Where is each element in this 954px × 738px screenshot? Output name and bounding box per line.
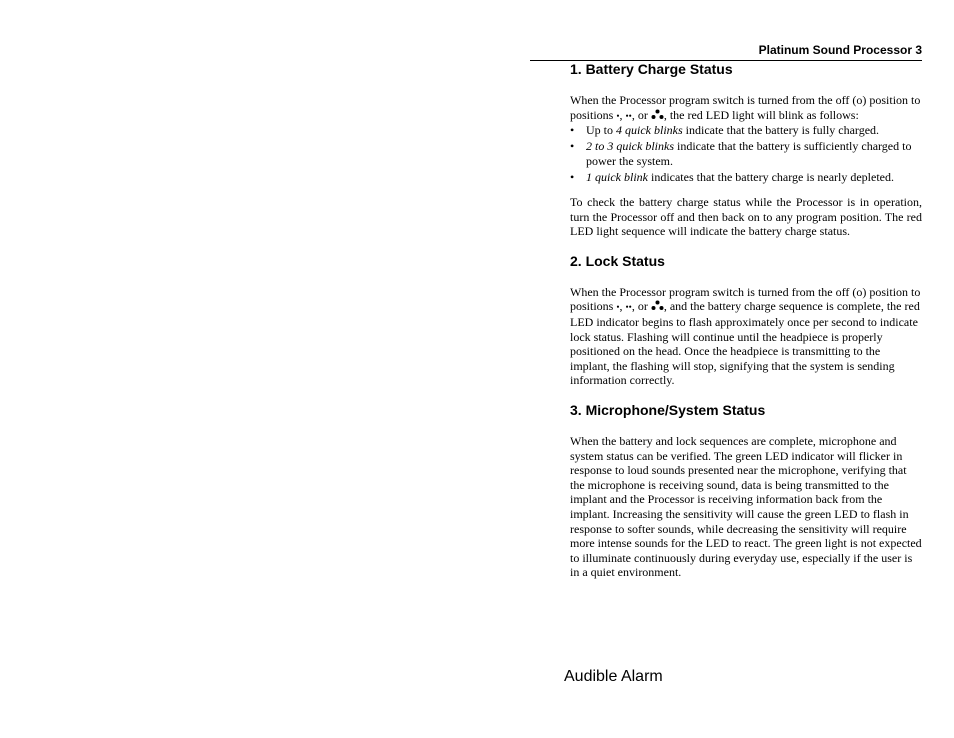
section-heading-microphone: 3. Microphone/System Status <box>570 402 766 418</box>
page-content <box>570 61 922 580</box>
section-heading-lock: 2. Lock Status <box>570 252 665 269</box>
three-dots-icon <box>651 109 664 120</box>
list-item: • Up to 4 quick blinks indicate that the battery is fully charged. <box>570 123 880 138</box>
two-dots-symbol: •• <box>625 110 632 121</box>
one-dot-symbol: • <box>616 302 620 313</box>
bullet-icon: • <box>570 169 575 184</box>
two-dots-symbol: •• <box>625 302 632 313</box>
one-dot-symbol: • <box>616 110 620 121</box>
running-title: Platinum Sound Processor 3 <box>758 43 922 57</box>
list-item: • 2 to 3 quick blinks indicate that the battery is sufficiently charged to power the system. <box>570 139 912 168</box>
section-heading-audible-alarm: Audible Alarm <box>564 668 663 685</box>
bullet-icon: • <box>570 123 575 138</box>
battery-check-paragraph: To check the battery charge status while the Processor is in operation, turn the Processor off and then back on to any program position. The red LED light sequence will indicate the battery charge status. <box>570 195 922 239</box>
running-header <box>530 43 922 61</box>
microphone-status-paragraph: When the battery and lock sequences are complete, microphone and system status can be verified. The green LED indicator will flicker in response to loud sounds presented near the microphone, verifying that the microphone is receiving sound, data is being transmitted to the implant and the Processor is receiving information back from the implant. Increasing the sensitivity will cause the green LED to flash in response to softer sounds, while decreasing the sensitivity will require more intense sounds for the LED to react. The green light is not expected to illuminate continuously during everyday use, especially if the user is in a quiet environment. <box>570 434 922 580</box>
battery-intro-paragraph: When the Processor program switch is turned from the off (o) position to positions •, ••, or , the red LED light will blink as follows: <box>570 93 921 122</box>
section-heading-battery: 1. Battery Charge Status <box>570 61 733 77</box>
three-dots-icon <box>651 300 664 311</box>
lock-status-paragraph: When the Processor program switch is turned from the off (o) position to positions •, ••, or , and the battery charge sequence is complete, the red LED indicator begins to flash approximately once per second to indicate lock status. Flashing will continue until the headpiece is properly positioned on the head. Once the headpiece is transmitting to the implant, the flashing will stop, signifying that the system is sending information correctly. <box>570 284 921 388</box>
bullet-icon: • <box>570 139 575 154</box>
list-item: • 1 quick blink indicates that the battery charge is nearly depleted. <box>570 169 894 184</box>
battery-blink-list <box>570 123 922 184</box>
